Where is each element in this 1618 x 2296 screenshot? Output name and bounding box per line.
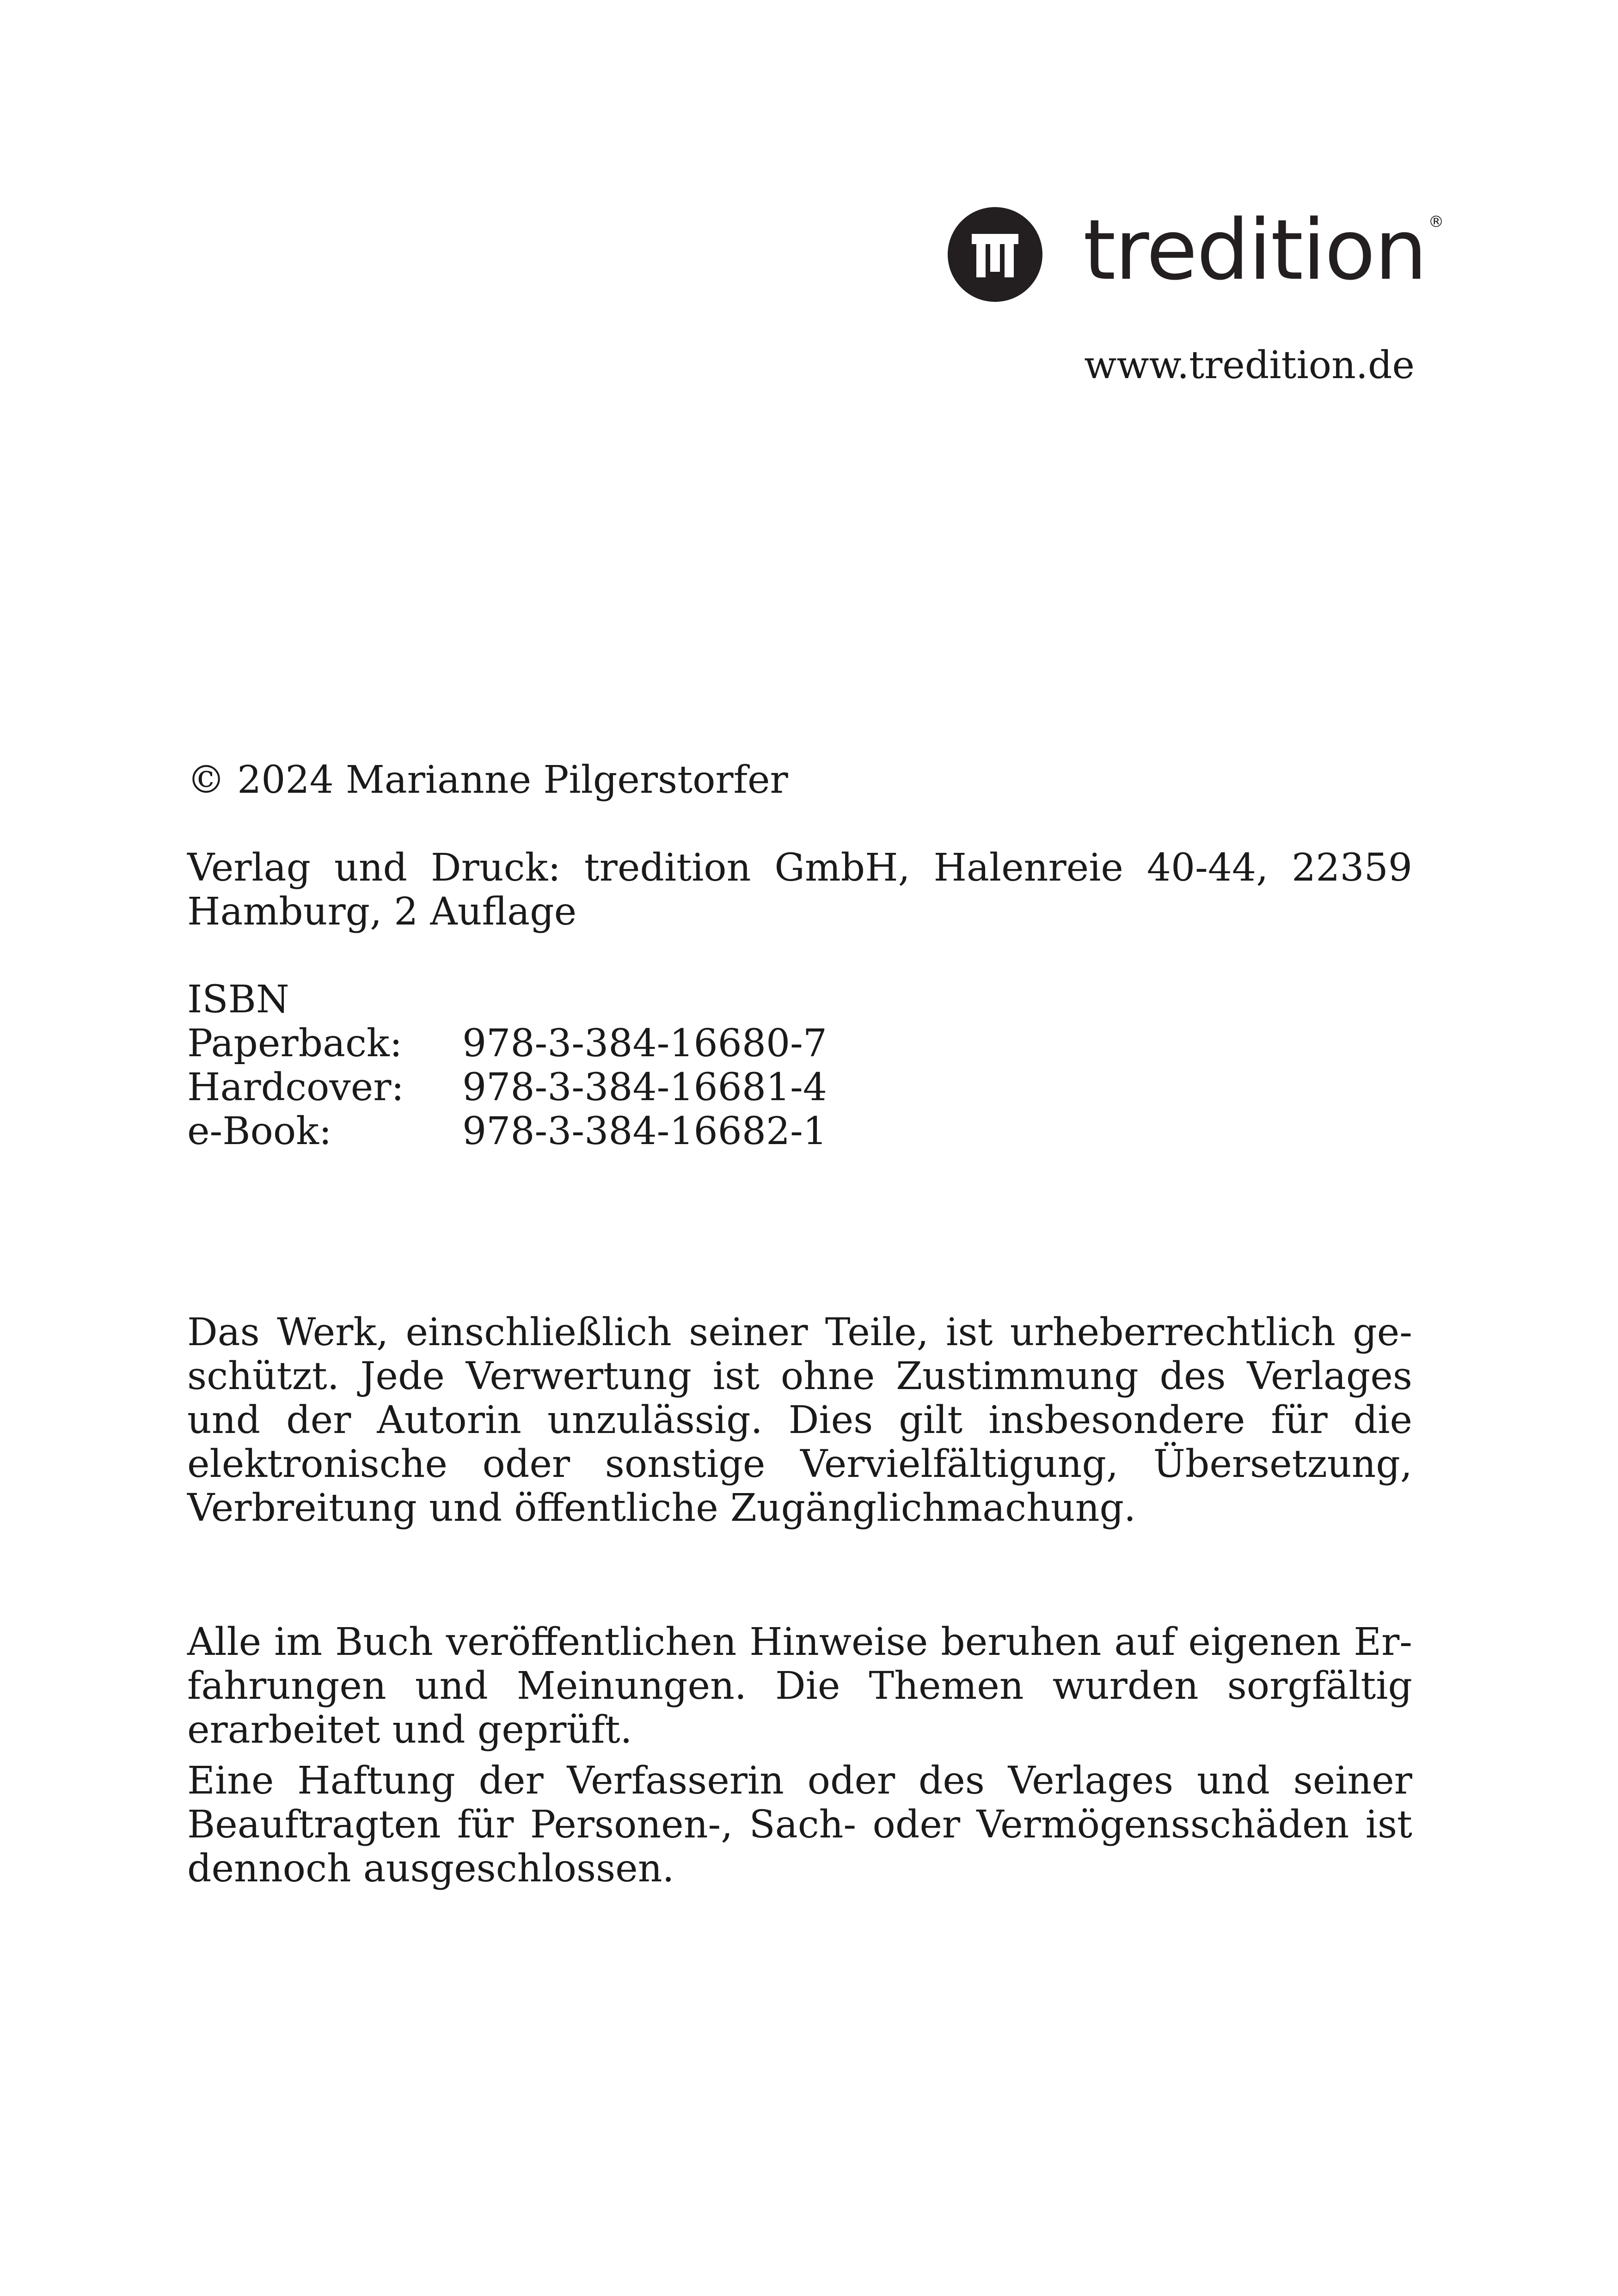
disclaimer-paragraph: Alle im Buch veröffentlichen Hinweise beruhen auf eigenen Erfahrungen und Meinungen. Die Themen wurden sorgfältig erarbeitet und geprüft. [187,1620,1412,1752]
isbn-row [187,1022,1412,1065]
logo-wordmark: tredition [1083,202,1427,299]
liability-paragraph: Eine Haftung der Verfasserin oder des Verlages und seiner Beauftragten für Personen-, Sach- oder Vermögensschäden ist dennoch ausgeschlossen. [187,1759,1412,1891]
legal-notice: Das Werk, einschließlich seiner Teile, ist urheberrechtlich geschützt. Jede Verwertung ist ohne Zustimmung des Verlages und der Autorin unzulässig. Dies gilt insbesondere für die elektronische oder sonstige Vervielfältigung, Übersetzung, Verbreitung und öffentliche Zugänglichmachung. [187,1310,1412,1530]
isbn-value: 978-3-384-16680-7 [462,1022,827,1065]
isbn-heading: ISBN [187,978,289,1022]
isbn-label: Hardcover: [187,1065,404,1109]
tredition-t-icon [948,207,1042,302]
copyright-line: © 2024 Marianne Pilgerstorfer [187,758,788,802]
publisher-line: Verlag und Druck: tredition GmbH, Halenreie 40-44, 22359 Hamburg, 2 Auflage [187,846,1412,934]
publisher-website: www.tredition.de [1084,343,1415,387]
isbn-label: e-Book: [187,1109,332,1153]
isbn-value: 978-3-384-16682-1 [462,1109,827,1153]
isbn-section [187,978,1412,1153]
registered-mark: ® [1428,213,1444,231]
isbn-row [187,1109,1412,1153]
isbn-row [187,1065,1412,1109]
isbn-value: 978-3-384-16681-4 [462,1065,827,1109]
publisher-logo [948,203,1444,305]
isbn-label: Paperback: [187,1022,403,1065]
